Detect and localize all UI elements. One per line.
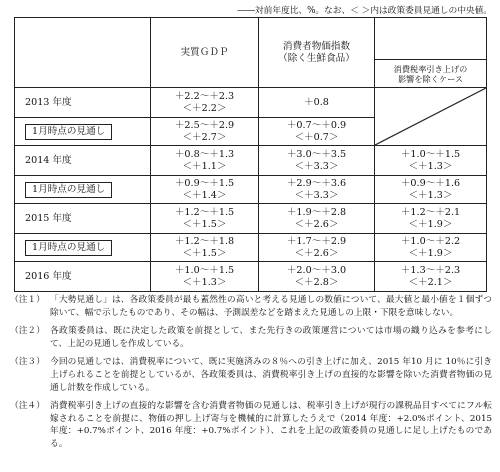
row-label-2015-jan — [15, 234, 151, 262]
note-number: （注２） — [10, 326, 45, 337]
gdp-median: ＜＋1.4＞ — [182, 189, 227, 201]
header-tax-line2: 影響を除くケース — [397, 73, 464, 84]
cell-cpi-2016 — [259, 262, 375, 292]
header-row — [15, 18, 487, 60]
cell-cpi-2013 — [259, 88, 375, 118]
gdp-range: ＋0.9～＋1.5 — [174, 177, 235, 189]
cell-cpi-2014-jan — [259, 176, 375, 204]
jan-forecast-label: 1月時点の見通し — [25, 240, 112, 256]
note-number: （注３） — [10, 357, 45, 368]
cpi-median: ＜＋2.6＞ — [294, 247, 339, 259]
gdp-range: ＋2.5～＋2.9 — [174, 119, 235, 131]
header-tax — [375, 60, 487, 88]
tax-range: ＋1.3～＋2.3 — [400, 264, 461, 276]
cell-gdp-2014 — [151, 146, 259, 176]
cpi-median: ＜＋2.8＞ — [294, 276, 339, 288]
cell-tax-2015 — [375, 204, 487, 234]
header-cpi — [259, 18, 375, 88]
tax-range: ＋1.2～＋2.1 — [400, 206, 461, 218]
cell-cpi-2013-jan — [259, 118, 375, 146]
gdp-range: ＋0.8～＋1.3 — [174, 148, 235, 160]
cell-cpi-2015 — [259, 204, 375, 234]
table-row — [15, 262, 487, 292]
gdp-median: ＜＋1.1＞ — [182, 160, 227, 172]
jan-forecast-label: 1月時点の見通し — [25, 124, 112, 140]
gdp-median: ＜＋1.5＞ — [182, 247, 227, 259]
cpi-median: ＜＋3.3＞ — [294, 189, 339, 201]
cell-tax-2015-jan — [375, 234, 487, 262]
tax-range: ＋1.0～＋2.2 — [400, 235, 461, 247]
row-label-2015: 2015 年度 — [15, 204, 151, 234]
header-gdp: 実質ＧＤＰ — [151, 18, 259, 88]
tax-median: ＜＋1.9＞ — [408, 218, 453, 230]
gdp-range: ＋1.0～＋1.5 — [174, 264, 235, 276]
note-1 — [10, 294, 492, 319]
jan-forecast-label: 1月時点の見通し — [25, 182, 112, 198]
forecast-table — [14, 17, 487, 292]
gdp-median: ＜＋2.7＞ — [182, 131, 227, 143]
tax-median: ＜＋1.3＞ — [408, 160, 453, 172]
cpi-median: ＜＋0.7＞ — [294, 131, 339, 143]
note-number: （注４） — [10, 401, 45, 412]
tax-median: ＜＋2.1＞ — [408, 276, 453, 288]
table-caption: ――対前年度比、%。なお、＜ ＞内は政策委員見通しの中央値。 — [237, 6, 492, 16]
header-cpi-line2: （除く生鮮食品） — [278, 52, 355, 64]
cell-gdp-2014-jan — [151, 176, 259, 204]
row-label-2013-jan — [15, 118, 151, 146]
diagonal-line — [375, 88, 486, 145]
gdp-range: ＋2.2～＋2.3 — [174, 90, 235, 102]
note-text: 今回の見通しでは、消費税率について、既に実施済みの８％への引き上げに加え、2015 年10 月に 10％に引き上げられることを前提としているが、各政策委員は、消費税率引き上げの直接的な影響を除いた消費者物価の見通し計数を作成している。 — [50, 357, 492, 393]
row-label-2016: 2016 年度 — [15, 262, 151, 292]
table-row — [15, 234, 487, 262]
cell-gdp-2015 — [151, 204, 259, 234]
header-tax-top — [375, 18, 487, 60]
gdp-range: ＋1.2～＋1.5 — [174, 206, 235, 218]
tax-range: ＋0.9～＋1.6 — [400, 177, 461, 189]
cell-gdp-2013-jan — [151, 118, 259, 146]
gdp-median: ＜＋2.2＞ — [182, 102, 227, 114]
cpi-range: ＋3.0～＋3.5 — [286, 148, 347, 160]
cpi-range: ＋2.9～＋3.6 — [286, 177, 347, 189]
header-cpi-line1: 消費者物価指数 — [282, 40, 351, 52]
note-text: 「大勢見通し」は、各政策委員が最も蓋然性の高いと考える見通しの数値について、最大値と最小値を１個ずつ除いて、幅で示したものであり、その幅は、予測誤差などを踏まえた見通しの上限・下限を意味しない。 — [50, 295, 492, 318]
cpi-range: ＋0.7～＋0.9 — [286, 119, 347, 131]
note-text: 各政策委員は、既に決定した政策を前提として、また先行きの政策運営については市場の織り込みを参考にして、上記の見通しを作成している。 — [50, 326, 492, 349]
cell-cpi-2015-jan — [259, 234, 375, 262]
header-blank — [15, 18, 151, 88]
note-text: 消費税率引き上げの直接的な影響を含む消費者物価の見通しは、税率引き上げが現行の課税品目すべてにフル転嫁されることを前提に、物価の押し上げ寄与を機械的に計算したうえで（2014 年度：+2.0%ポイント、2015 年度：+0.7%ポイント、2016 年度：+0.7%ポイント）、これを上記の政策委員の見通しに足し上げたものである。 — [50, 401, 492, 449]
cell-tax-2016 — [375, 262, 487, 292]
cell-gdp-2016 — [151, 262, 259, 292]
cpi-range: ＋2.0～＋3.0 — [286, 264, 347, 276]
cell-gdp-2015-jan — [151, 234, 259, 262]
tax-median: ＜＋1.9＞ — [408, 247, 453, 259]
cell-cpi-2014 — [259, 146, 375, 176]
note-3 — [10, 356, 492, 394]
row-label-2014: 2014 年度 — [15, 146, 151, 176]
note-2 — [10, 325, 492, 350]
note-number: （注１） — [10, 295, 45, 305]
cpi-median: ＜＋3.3＞ — [294, 160, 339, 172]
row-label-2013: 2013 年度 — [15, 88, 151, 118]
cpi-range: ＋1.9～＋2.8 — [286, 206, 347, 218]
cell-tax-2014 — [375, 146, 487, 176]
table-row — [15, 146, 487, 176]
cell-tax-2014-jan — [375, 176, 487, 204]
table-row — [15, 176, 487, 204]
gdp-range: ＋1.2～＋1.8 — [174, 235, 235, 247]
gdp-median: ＜＋1.3＞ — [182, 276, 227, 288]
cpi-range: ＋1.7～＋2.9 — [286, 235, 347, 247]
table-row — [15, 204, 487, 234]
tax-range: ＋1.0～＋1.5 — [400, 148, 461, 160]
notes-section — [10, 294, 492, 457]
table-row — [15, 88, 487, 118]
note-4 — [10, 400, 492, 450]
gdp-median: ＜＋1.5＞ — [182, 218, 227, 230]
row-label-2014-jan — [15, 176, 151, 204]
cell-gdp-2013 — [151, 88, 259, 118]
header-tax-line1: 消費税率引き上げの — [393, 63, 468, 74]
cpi-range: ＋0.8 — [304, 96, 329, 108]
cell-tax-2013-empty — [375, 88, 487, 146]
tax-median: ＜＋1.3＞ — [408, 189, 453, 201]
cpi-median: ＜＋2.6＞ — [294, 218, 339, 230]
